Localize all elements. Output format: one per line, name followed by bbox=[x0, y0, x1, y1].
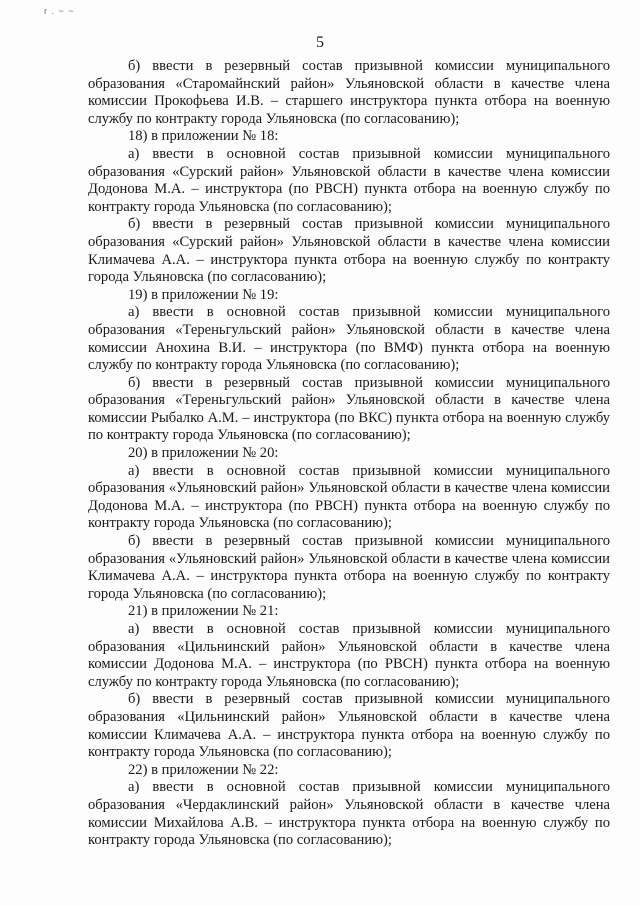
item-heading-18: 18) в приложении № 18: bbox=[128, 128, 279, 145]
paragraph-17b: б) ввести в резервный состав призывной комиссии муниципального образования «Старомайнский район» Ульяновской области в качестве члена комиссии Прокофьева И.В. – старшего инструктора пункта отбора на военную службу по контракту города Ульяновска (по согласованию); bbox=[88, 58, 610, 127]
scan-artifact-mark: r . ~ ~ bbox=[44, 6, 75, 16]
paragraph-22a: а) ввести в основной состав призывной комиссии муниципального образования «Чердаклинский район» Ульяновской области в качестве члена комиссии Михайлова А.В. – инструктора пункта отбора на военную службу по контракту города Ульяновска (по согласованию); bbox=[88, 779, 610, 849]
paragraph-20b: б) ввести в резервный состав призывной комиссии муниципального образования «Ульяновский район» Ульяновской области в качестве члена комиссии Климачева А.А. – инструктора пункта отбора на военную службу по контракту города Ульяновска (по согласованию); bbox=[88, 533, 610, 602]
paragraph-21a: а) ввести в основной состав призывной комиссии муниципального образования «Цильнинский район» Ульяновской области в качестве члена комиссии Додонова М.А. – инструктора (по РВСН) пункта отбора на военную службу по контракту города Ульяновска (по согласованию); bbox=[88, 621, 610, 690]
item-heading-22: 22) в приложении № 22: bbox=[128, 761, 279, 778]
paragraph-21b: б) ввести в резервный состав призывной комиссии муниципального образования «Цильнинский район» Ульяновской области в качестве члена комиссии Климачева А.А. – инструктора пункта отбора на военную службу по контракту города Ульяновска (по согласованию); bbox=[88, 691, 610, 761]
paragraph-20a: а) ввести в основной состав призывной комиссии муниципального образования «Ульяновский район» Ульяновской области в качестве члена комиссии Додонова М.А. – инструктора (по РВСН) пункта отбора на военную службу по контракту города Ульяновска (по согласованию); bbox=[88, 462, 610, 532]
paragraph-19a: а) ввести в основной состав призывной комиссии муниципального образования «Тереньгульский район» Ульяновской области в качестве члена комиссии Анохина В.И. – инструктора (по ВМФ) пункта отбора на военную службу по контракту города Ульяновска (по согласованию); bbox=[88, 304, 610, 374]
item-heading-20: 20) в приложении № 20: bbox=[128, 445, 279, 462]
item-heading-21: 21) в приложении № 21: bbox=[128, 603, 279, 620]
paragraph-18a: а) ввести в основной состав призывной комиссии муниципального образования «Сурский район» Ульяновской области в качестве члена комиссии Додонова М.А. – инструктора (по РВСН) пункта отбора на военную службу по контракту города Ульяновска (по согласованию); bbox=[88, 145, 610, 215]
document-body bbox=[88, 58, 610, 850]
page-number: 5 bbox=[316, 34, 324, 51]
item-heading-19: 19) в приложении № 19: bbox=[128, 286, 279, 303]
paragraph-19b: б) ввести в резервный состав призывной комиссии муниципального образования «Тереньгульский район» Ульяновской области в качестве члена комиссии Рыбалко А.М. – инструктора (по ВКС) пункта отбора на военную службу по контракту города Ульяновска (по согласованию); bbox=[88, 374, 610, 444]
paragraph-18b: б) ввести в резервный состав призывной комиссии муниципального образования «Сурский район» Ульяновской области в качестве члена комиссии Климачева А.А. – инструктора пункта отбора на военную службу по контракту города Ульяновска (по согласованию); bbox=[88, 216, 610, 286]
